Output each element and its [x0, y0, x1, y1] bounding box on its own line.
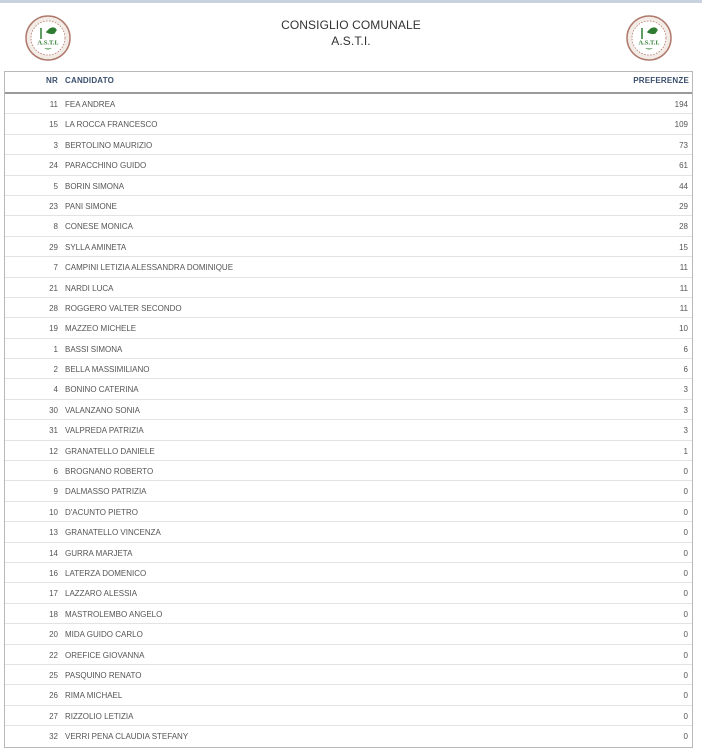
- table-row: [5, 481, 692, 501]
- table-row: [5, 706, 692, 726]
- table-row: [5, 278, 692, 298]
- candidate-number: 32: [49, 732, 58, 742]
- title-line-1: CONSIGLIO COMUNALE: [281, 18, 421, 32]
- candidate-preferences: 15: [679, 242, 688, 252]
- candidate-preferences: 29: [679, 201, 688, 211]
- candidate-name: LAZZARO ALESSIA: [65, 589, 138, 599]
- table-row: [5, 502, 692, 522]
- table-row: [5, 522, 692, 542]
- candidate-preferences: 3: [683, 405, 688, 415]
- candidate-name: MAZZEO MICHELE: [65, 324, 137, 334]
- candidate-name: SYLLA AMINETA: [65, 242, 127, 252]
- table-row: [5, 298, 692, 318]
- table-row: [5, 196, 692, 216]
- candidate-number: 14: [49, 548, 58, 558]
- title-line-2: A.S.T.I.: [331, 34, 371, 48]
- candidate-number: 21: [49, 283, 58, 293]
- candidate-number: 7: [53, 263, 58, 273]
- candidate-preferences: 73: [679, 140, 688, 150]
- table-row: [5, 339, 692, 359]
- candidate-number: 27: [49, 711, 58, 721]
- candidate-number: 22: [49, 650, 58, 660]
- candidate-preferences: 0: [683, 609, 688, 619]
- candidate-preferences: 0: [683, 548, 688, 558]
- candidate-name: VALPREDA PATRIZIA: [65, 426, 144, 436]
- table-row: [5, 257, 692, 277]
- candidate-name: MIDA GUIDO CARLO: [65, 630, 143, 640]
- candidate-preferences: 0: [683, 670, 688, 680]
- candidate-number: 5: [53, 181, 58, 191]
- candidate-name: VERRI PENA CLAUDIA STEFANY: [65, 732, 189, 742]
- candidate-preferences: 0: [683, 589, 688, 599]
- table-row: [5, 563, 692, 583]
- table-row: [5, 461, 692, 481]
- candidate-preferences: 11: [679, 263, 688, 273]
- table-row: [5, 726, 692, 746]
- candidate-number: 12: [49, 446, 58, 456]
- candidate-number: 3: [53, 140, 58, 150]
- candidate-preferences: 194: [674, 100, 688, 109]
- table-row: [5, 135, 692, 155]
- candidate-number: 2: [53, 365, 58, 375]
- candidate-name: CONESE MONICA: [65, 222, 134, 232]
- table-row: [5, 176, 692, 196]
- candidate-number: 13: [49, 528, 58, 538]
- candidate-name: BONINO CATERINA: [65, 385, 139, 395]
- column-header-nr[interactable]: NR: [46, 76, 58, 85]
- candidate-name: BERTOLINO MAURIZIO: [65, 140, 153, 150]
- candidate-name: D'ACUNTO PIETRO: [65, 507, 138, 517]
- candidate-number: 19: [49, 324, 58, 334]
- table-header: [5, 72, 692, 94]
- candidate-name: DALMASSO PATRIZIA: [65, 487, 147, 497]
- candidate-preferences: 6: [683, 365, 688, 375]
- candidate-preferences: 44: [679, 181, 688, 191]
- candidate-name: OREFICE GIOVANNA: [65, 650, 145, 660]
- candidate-preferences: 10: [679, 324, 688, 334]
- candidate-preferences: 0: [683, 487, 688, 497]
- candidate-preferences: 11: [679, 303, 688, 313]
- candidate-preferences: 0: [683, 650, 688, 660]
- candidate-name: GRANATELLO VINCENZA: [65, 528, 161, 538]
- candidate-number: 10: [49, 507, 58, 517]
- table-body: [5, 94, 692, 747]
- candidate-preferences: 6: [683, 344, 688, 354]
- candidate-name: BROGNANO ROBERTO: [65, 467, 154, 477]
- page-title: [0, 17, 702, 49]
- table-row: [5, 543, 692, 563]
- candidate-name: GRANATELLO DANIELE: [65, 446, 155, 456]
- candidate-name: BORIN SIMONA: [65, 181, 125, 191]
- candidate-number: 4: [53, 385, 58, 395]
- candidate-name: VALANZANO SONIA: [65, 405, 140, 415]
- candidate-number: 1: [53, 344, 58, 354]
- candidate-preferences: 0: [683, 568, 688, 578]
- table-row: [5, 379, 692, 399]
- table-row: [5, 665, 692, 685]
- table-row: [5, 645, 692, 665]
- candidate-preferences: 3: [683, 385, 688, 395]
- candidate-preferences: 0: [683, 528, 688, 538]
- table-row: [5, 604, 692, 624]
- candidate-number: 8: [53, 222, 58, 232]
- table-row: [5, 155, 692, 175]
- table-row: [5, 318, 692, 338]
- table-row: [5, 624, 692, 644]
- candidate-name: LA ROCCA FRANCESCO: [65, 120, 158, 130]
- candidate-number: 15: [49, 120, 58, 130]
- candidate-preferences: 0: [683, 711, 688, 721]
- candidate-number: 24: [49, 161, 58, 171]
- candidate-number: 25: [49, 670, 58, 680]
- candidate-name: CAMPINI LETIZIA ALESSANDRA DOMINIQUE: [65, 263, 234, 273]
- candidate-preferences: 0: [683, 630, 688, 640]
- candidate-number: 26: [49, 691, 58, 701]
- table-row: [5, 216, 692, 236]
- svg-text:A.S.T.I.: A.S.T.I.: [37, 39, 59, 47]
- candidate-number: 29: [49, 242, 58, 252]
- table-row: [5, 441, 692, 461]
- table-row: [5, 685, 692, 705]
- results-table: [4, 71, 693, 748]
- asti-logo-right: [626, 15, 672, 61]
- candidate-preferences: 0: [683, 467, 688, 477]
- candidate-number: 6: [53, 467, 58, 477]
- candidate-preferences: 28: [679, 222, 688, 232]
- candidate-number: 28: [49, 303, 58, 313]
- candidate-number: 11: [49, 100, 58, 109]
- candidate-preferences: 109: [674, 120, 688, 130]
- candidate-preferences: 61: [679, 161, 688, 171]
- table-row: [5, 420, 692, 440]
- candidate-number: 18: [49, 609, 58, 619]
- table-row: [5, 94, 692, 114]
- candidate-name: FEA ANDREA: [65, 100, 116, 109]
- page-header: [0, 3, 702, 65]
- candidate-number: 9: [53, 487, 58, 497]
- table-row: [5, 237, 692, 257]
- candidate-number: 17: [49, 589, 58, 599]
- candidate-name: PANI SIMONE: [65, 201, 117, 211]
- candidate-name: PARACCHINO GUIDO: [65, 161, 147, 171]
- candidate-name: BELLA MASSIMILIANO: [65, 365, 150, 375]
- column-header-preferenze[interactable]: PREFERENZE: [633, 76, 689, 85]
- candidate-number: 16: [49, 568, 58, 578]
- candidate-number: 31: [49, 426, 58, 436]
- candidate-name: BASSI SIMONA: [65, 344, 123, 354]
- candidate-preferences: 11: [679, 283, 688, 293]
- candidate-name: MASTROLEMBO ANGELO: [65, 609, 163, 619]
- candidate-name: PASQUINO RENATO: [65, 670, 142, 680]
- candidate-name: RIZZOLIO LETIZIA: [65, 711, 134, 721]
- candidate-preferences: 0: [683, 507, 688, 517]
- table-row: [5, 359, 692, 379]
- candidate-preferences: 0: [683, 732, 688, 742]
- candidate-name: RIMA MICHAEL: [65, 691, 123, 701]
- candidate-name: GURRA MARJETA: [65, 548, 133, 558]
- candidate-number: 23: [49, 201, 58, 211]
- candidate-preferences: 3: [683, 426, 688, 436]
- column-header-candidato[interactable]: CANDIDATO: [65, 76, 115, 85]
- candidate-name: NARDI LUCA: [65, 283, 114, 293]
- candidate-preferences: 1: [683, 446, 688, 456]
- table-row: [5, 400, 692, 420]
- candidate-name: LATERZA DOMENICO: [65, 568, 147, 578]
- candidate-number: 30: [49, 405, 58, 415]
- table-row: [5, 114, 692, 134]
- svg-text:A.S.T.I.: A.S.T.I.: [638, 39, 660, 47]
- table-row: [5, 583, 692, 603]
- candidate-name: ROGGERO VALTER SECONDO: [65, 303, 182, 313]
- candidate-preferences: 0: [683, 691, 688, 701]
- candidate-number: 20: [49, 630, 58, 640]
